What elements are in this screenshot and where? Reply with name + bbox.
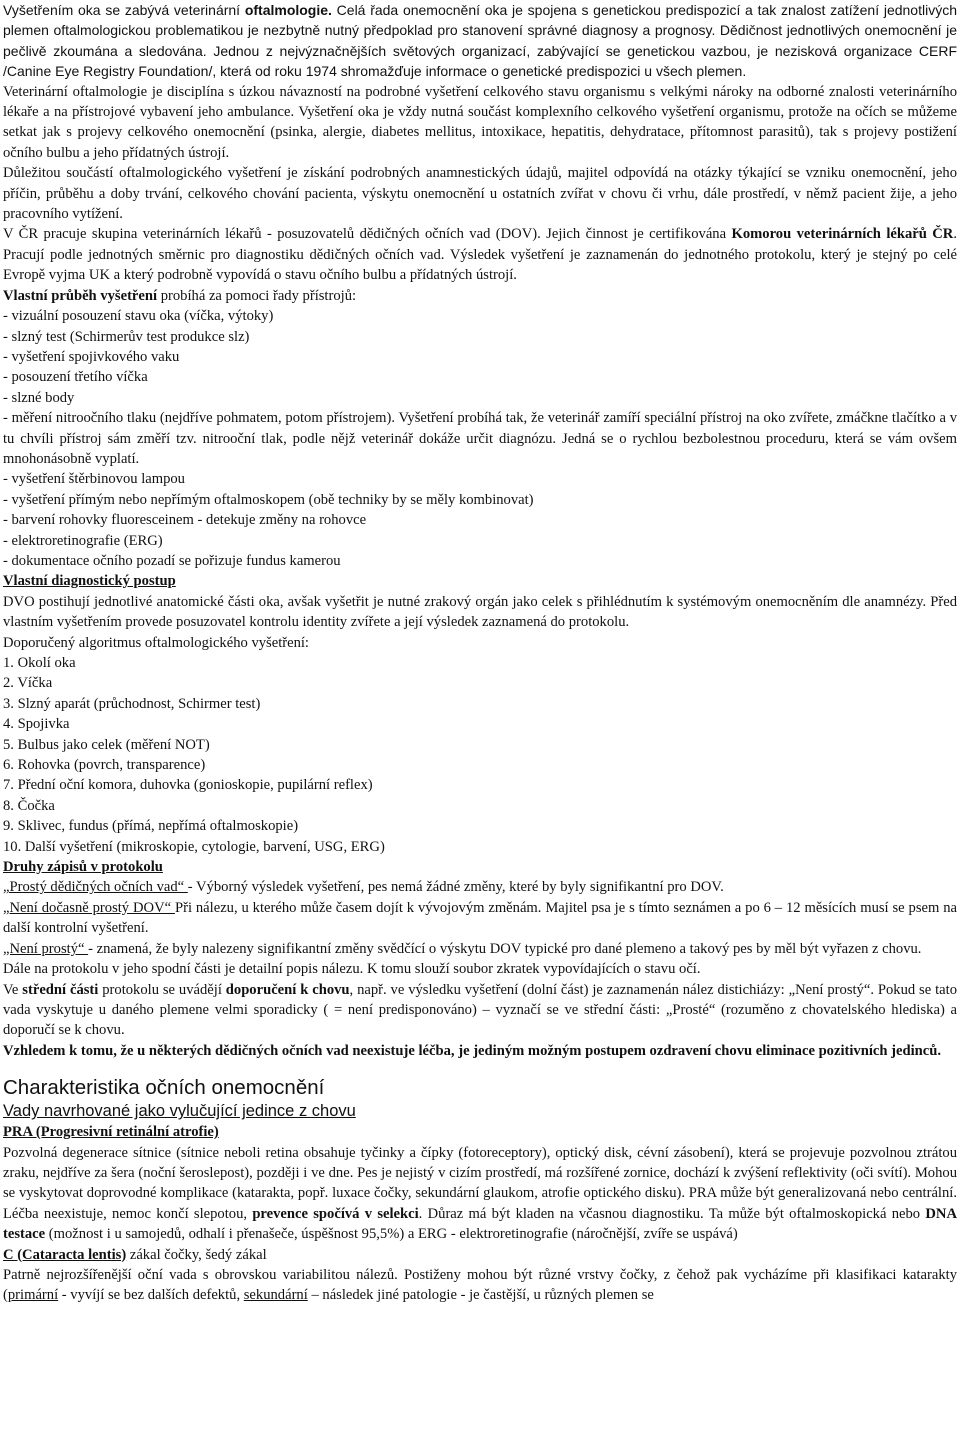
- text: , např. ve výsledku vyšetření (dolní část) je zaznamenán nález distichiázy: „Není prostý“. Pokud se tato vada vyskytuje u daného plemene velmi sporadicky ( = není predisponováno) – vyznačí se ve střední části: „Prosté“ (rozuměno z chovatelského hlediska) a doporučí se k chovu.: [3, 981, 957, 1039]
- algo-item: 5. Bulbus jako celek (měření NOT): [3, 736, 210, 753]
- list-item-tlak: - měření nitroočního tlaku (nejdříve pohmatem, potom přístrojem). Vyšetření probíhá tak, že veterinář zamíří speciální přístroj na oko zvířete, zmáčkne tlačítko a v tu chvíli přístroj sám změří tzv. nitrooční tlak, podle nějž veterinář dokáže určit diagnózu. Jedná se o rychlou bezbolestnou proceduru, která se vám ovšem mnohonásobně vyplatí.: [3, 410, 957, 467]
- paragraph-oftalmologie: Veterinární oftalmologie je disciplína s úzkou návazností na podrobné vyšetření celkového stavu organismu s velkými nároky na odborné znalosti veterinárního lékaře a na přístrojové vybavení jeho ambulance. Vyšetření oka je vždy nutná součást komplexního celkového vyšetření organismu, protože na očích se můžeme setkat jak s projevy celkového onemocnění (psinka, alergie, diabetes mellitus, intoxikace, hepatitis, dehydratace, přítomnost parasitů), tak s projevy postižení očního bulbu a jeho přídatných ústrojí.: [3, 83, 957, 161]
- section-heading-postup: [3, 571, 957, 591]
- list-item: - vyšetření přímým nebo nepřímým oftalmoskopem (obě techniky by se měly kombinovat): [3, 491, 534, 508]
- list-item: - elektroretinografie (ERG): [3, 532, 163, 549]
- text: Při nálezu, u kterého může časem dojít k vývojovým změnám. Majitel psa je s tímto seznámen a po 6 – 12 měsících musí se psem na další kontrolní vyšetření.: [3, 899, 957, 937]
- intro-bold-term: oftalmologie.: [244, 2, 332, 18]
- text: - vyvíjí se bez dalších defektů,: [58, 1287, 244, 1304]
- heading-text: C (Cataracta lentis): [3, 1246, 127, 1263]
- paragraph-dvo: DVO postihují jednotlivé anatomické části oka, avšak vyšetřit je nutné zrakový orgán jako celek s přihlédnutím k systémovým onemocněním dle anamnézy. Před vlastním vyšetřením provede posuzovatel kontrolu identity zvířete a její výsledek zaznamená do protokolu.: [3, 593, 957, 631]
- algo-item: 7. Přední oční komora, duhovka (gonioskopie, pupilární reflex): [3, 777, 373, 794]
- zapis-label: „Není prostý“: [3, 940, 89, 957]
- list-item: - posouzení třetího víčka: [3, 369, 148, 386]
- list-item: - slzné body: [3, 389, 75, 406]
- algo-item: 10. Další vyšetření (mikroskopie, cytologie, barvení, USG, ERG): [3, 838, 385, 855]
- algo-item: 8. Čočka: [3, 797, 55, 814]
- underlined-term: sekundární: [243, 1287, 308, 1304]
- paragraph-popis: Dále na protokolu v jeho spodní části je detailní popis nálezu. K tomu slouží soubor zkratek vypovídajících o stavu očí.: [3, 961, 701, 978]
- list-item: - barvení rohovky fluoresceinem - detekuje změny na rohovce: [3, 512, 367, 529]
- algo-item: 3. Slzný aparát (průchodnost, Schirmer test): [3, 695, 261, 712]
- paragraph-prubeh: [3, 286, 957, 306]
- heading-pra: [3, 1122, 957, 1142]
- paragraph-algoritmus: Doporučený algoritmus oftalmologického vyšetření:: [3, 634, 309, 651]
- komora-bold: Komorou veterinárních lékařů ČR: [731, 226, 954, 243]
- list-item: - dokumentace očního pozadí se pořizuje fundus kamerou: [3, 552, 341, 569]
- heading-text: Druhy zápisů v protokolu: [3, 859, 163, 876]
- text: Ve: [3, 981, 23, 998]
- text: V ČR pracuje skupina veterinárních lékařů - posuzovatelů dědičných očních vad (DOV). Jejich činnost je certifikována: [3, 226, 732, 243]
- intro-text-2: Celá řada onemocnění oka je spojena s genetickou predispozicí a tak znalost zatížení jednotlivých plemen oftalmologickou problematikou je nezbytně nutný předpoklad pro stanovení správné diagnosy a prognosy. Dědičnost jednotlivých onemocnění je pečlivě zkoumána a sledována.: [3, 2, 957, 59]
- paragraph-anamneza: Důležitou součástí oftalmologického vyšetření je získání podrobných anamnestických údajů, majitel odpovídá na otázky týkající se vzniku onemocnění, jeho příčin, průběhu a doby trvání, celkového chování pacienta, výskytu onemocnění u ostatních zvířat v chovu či vrhu, dále prostředí, v němž pacient žije, a jeho pracovního vytížení.: [3, 165, 957, 223]
- section-title: Charakteristika očních onemocnění: [3, 1076, 325, 1100]
- text: . Pracují podle jednotných směrnic pro diagnostiku dědičných očních vad. Výsledek vyšetření je zaznamenán do jednotného protokolu, který je stejný po celé Evropě vyjma UK a který podrobně vypovídá o stavu očního bulbu a přídatných ústrojí.: [3, 226, 957, 284]
- paragraph-doporuceni: [3, 980, 957, 1041]
- paragraph-posuzovatele: [3, 224, 957, 285]
- bold-term: prevence spočívá v selekci: [252, 1205, 419, 1222]
- list-item: - vyšetření spojivkového vaku: [3, 348, 180, 365]
- text: (možnost i u samojedů, odhalí i přenašeče, úspěšnost 95,5%) a ERG - elektroretinografie (náročnější, zvíře se uspává): [45, 1226, 738, 1243]
- zapis-docasne: [3, 898, 957, 939]
- bold-term: střední části: [22, 981, 99, 998]
- algo-item: 6. Rohovka (povrch, transparence): [3, 757, 206, 774]
- section-subtitle: Vady navrhované jako vylučující jedince z chovu: [3, 1102, 356, 1121]
- algo-item: 2. Víčka: [3, 675, 53, 692]
- heading-text: Vlastní diagnostický postup: [3, 573, 176, 590]
- heading-text: PRA (Progresivní retinální atrofie): [3, 1124, 219, 1141]
- list-item: - vizuální posouzení stavu oka (víčka, výtoky): [3, 308, 274, 325]
- algo-item: 9. Sklivec, fundus (přímá, nepřímá oftalmoskopie): [3, 818, 299, 835]
- zapis-prosty: [3, 877, 957, 897]
- algo-item: 1. Okolí oka: [3, 655, 76, 671]
- zapis-neni-prosty: [3, 939, 957, 959]
- prubeh-bold: Vlastní průběh vyšetření: [3, 287, 158, 304]
- section-heading-druhy: [3, 857, 957, 877]
- text: . Důraz má být kladen na včasnou diagnostiku. Ta může být oftalmoskopická nebo: [418, 1205, 926, 1222]
- paragraph-cataracta: [3, 1265, 957, 1306]
- eliminace-bold: Vzhledem k tomu, že u některých dědičných očních vad neexistuje léčba, je jediným možným postupem ozdravení chovu eliminace pozitivních jedinců.: [3, 1042, 942, 1059]
- intro-text: Vyšetřením oka se zabývá veterinární: [3, 2, 245, 18]
- text: protokolu se uvádějí: [98, 981, 226, 998]
- text: - znamená, že byly nalezeny signifikantní změny svědčící o výskytu DOV typické pro dané plemeno a takový pes by měl být vyřazen z chovu.: [88, 940, 922, 957]
- intro-paragraph: [3, 0, 957, 82]
- list-item: - slzný test (Schirmerův test produkce slz): [3, 328, 250, 345]
- text: – následek jiné patologie - je častější, u různých plemen se: [307, 1287, 654, 1304]
- underlined-term: primární: [7, 1287, 59, 1304]
- paragraph-pra: [3, 1143, 957, 1245]
- text: - Výborný výsledek vyšetření, pes nemá žádné změny, které by byly signifikantní pro DOV.: [187, 879, 724, 896]
- zapis-label: „Není dočasně prostý DOV“: [3, 899, 175, 916]
- text: Pozvolná degenerace sítnice (sítnice neboli retina obsahuje tyčinky a čípky (fotoreceptory), optický disk, cévní zásobení), která se projevuje pozvolnou ztrátou zraku, nejdříve za šera (noční šeroslepost), později i ve dne. Pes je nejistý v cizím prostředí, má rozšířené zornice, dochází k zvýšení reflektivity (oči svítí). Mohou se vyskytovat doprovodné komplikace (katarakta, popř. luxace čočky, sekundární glaukom, atrofie optického disku). PRA může být generalizovaná nebo centrální. Léčba neexistuje, nemoc končí slepotou,: [3, 1144, 957, 1222]
- bold-term: doporučení k chovu: [225, 981, 350, 998]
- text: Patrně nejrozšířenější oční vada s obrovskou variabilitou nálezů. Postiženy mohou být různé vrstvy čočky, z čehož pak vycházíme při klasifikaci katarakty (: [3, 1266, 957, 1304]
- heading-cataracta: [3, 1245, 957, 1265]
- text: probíhá za pomoci řady přístrojů:: [157, 287, 357, 304]
- paragraph-eliminace: [3, 1041, 957, 1061]
- zapis-label: „Prostý dědičných očních vad“: [3, 879, 188, 896]
- bold-term: DNA testace: [3, 1205, 958, 1243]
- intro-text-3: Jednou z nejvýznačnějších světových organizací, zabývající se genetickou vazbou, je nezisková organizace CERF /Canine Eye Registry Foundation/, která od roku 1974 shromažďuje informace o genetické predispozici u všech plemen.: [3, 42, 957, 80]
- algo-item: 4. Spojivka: [3, 716, 70, 733]
- text: zákal čočky, šedý zákal: [126, 1246, 267, 1263]
- list-item: - vyšetření štěrbinovou lampou: [3, 471, 185, 488]
